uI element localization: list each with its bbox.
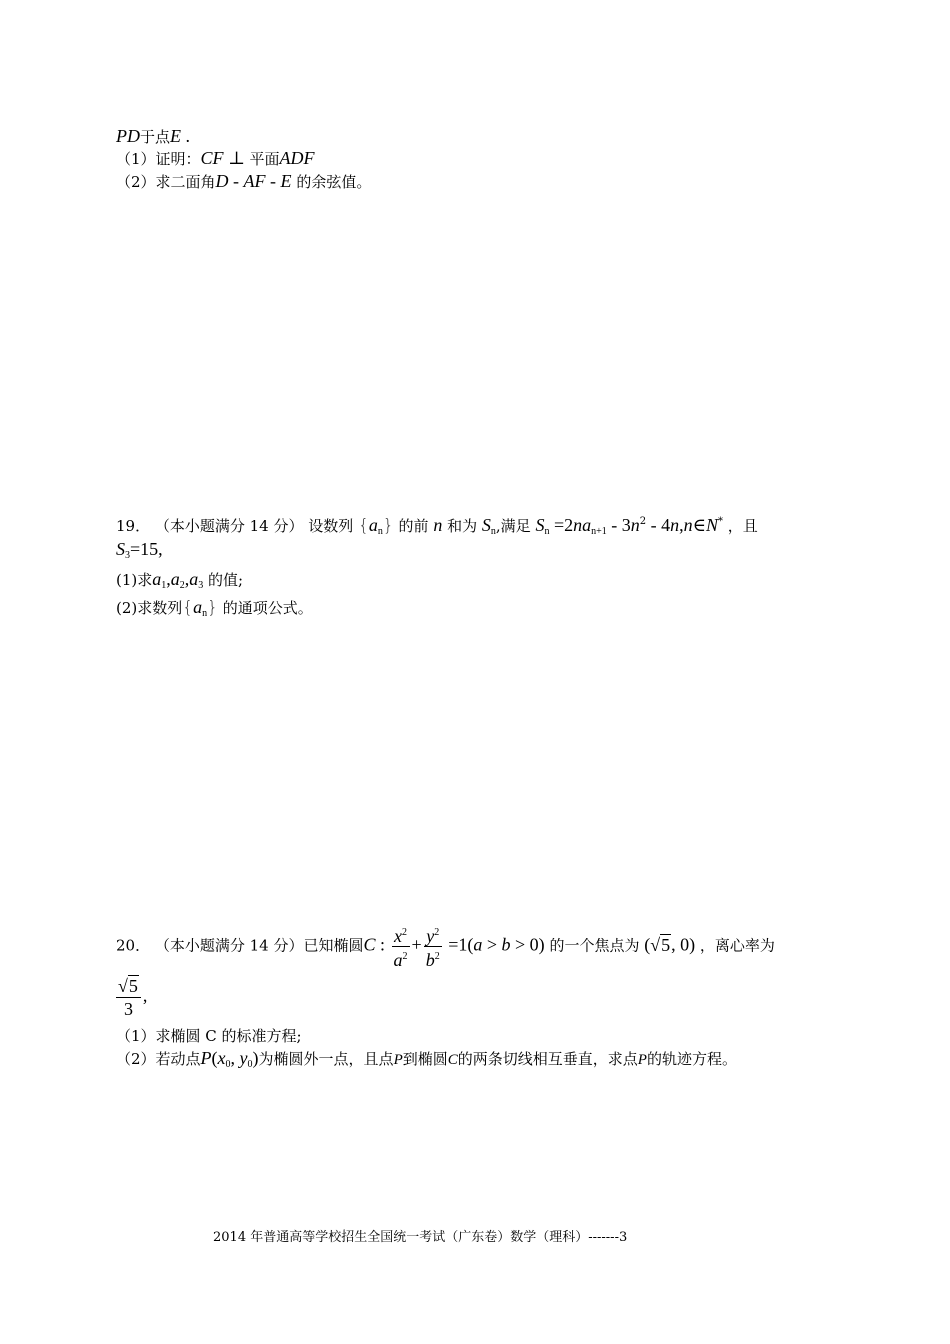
q20-score: （本小题满分 14 分） [154,936,304,955]
q19-line1: 19． （本小题满分 14 分） 设数列 $\{a_n\}$ 的前 n 和为 $S_n$,满足 $S_n =2na_{n+1} - 3n^2$ - 4n,n∈N* ，且 [116,515,758,537]
q18-part2: （2）求二面角D - AF - E 的余弦值。 [116,171,372,191]
q18-part1-plane: 平面 [249,150,280,168]
q19-score: （本小题满分 14 分） [154,517,304,535]
q20-part1: （1）求椭圆 C 的标准方程; [116,1027,302,1045]
q19-part1-suffix: 的值; [208,571,244,589]
q19-text1: 设数列 [308,517,354,535]
q19-text4: ,满足 [495,517,531,535]
q20-text3: ，离心率为 [699,936,775,955]
q18-part2-prefix: （2）求二面角 [116,173,216,191]
q20-frac-x: $\frac{x^2}{a^2}$ [392,923,410,970]
q19-text5: ，且 [727,517,758,535]
q20-part2-mid3: 的两条切线相互垂直，求点 [457,1050,638,1068]
q19-number: 19． [116,517,151,535]
q20-frac-e: $\frac{√5}{3}$ [116,975,141,1020]
q18-line1: PD于点E . [116,126,191,146]
q19-part1-prefix: (1)求 [116,571,153,589]
q20-part2-prefix: （2）若动点 [116,1050,201,1068]
q20-number: 20． [116,936,151,955]
q20-line1: 20． （本小题满分 14 分）已知椭圆C : $\frac{x^2}{a^2}$ + $\frac{y^2}{b^2}$ =1(a > b > 0) 的一个焦点为 (√5, 0) ，离心率为 [116,923,775,970]
q18-part1-prefix: （1）证明： [116,150,201,168]
q20-part2-suffix: 的轨迹方程。 [646,1050,737,1068]
q19-part2-suffix: 的通项公式。 [222,599,313,617]
q19-s3-value: =15 [130,539,159,559]
page-footer: 2014 年普通高等学校招生全国统一考试（广东卷）数学（理科）-------3 [213,1230,628,1245]
q19-part2: (2)求数列$\{a_n\}$ 的通项公式。 [116,597,313,619]
q20-eccentricity: $\frac{√5}{3}$ , [118,976,148,1019]
q20-frac-y: $\frac{y^2}{b^2}$ [424,923,442,970]
q20-text2: 的一个焦点为 [549,936,640,955]
q20-part2-mid2: 到椭圆 [402,1050,448,1068]
q19-text2: 的前 [398,517,429,535]
q19-part1: (1)求$a_1,a_2,a_3$ 的值; [116,569,244,591]
q18-part1: （1）证明：CF ⊥ 平面ADF [116,148,315,168]
q18-part2-suffix: 的余弦值。 [296,173,372,191]
q20-part2-mid1: 为椭圆外一点，且点 [258,1050,394,1068]
q20-text1: 已知椭圆 [303,936,364,955]
q20-part2: （2）若动点$P(x_0$, $y_0$)为椭圆外一点，且点P到椭圆C的两条切线相互垂直，求点P的轨迹方程。 [116,1048,737,1070]
q19-line2: $S_3=15$, [116,539,163,561]
q18-line1-text: 于点 [140,128,171,146]
q19-text3: 和为 [447,517,478,535]
q19-part2-prefix: (2)求数列 [116,599,183,617]
